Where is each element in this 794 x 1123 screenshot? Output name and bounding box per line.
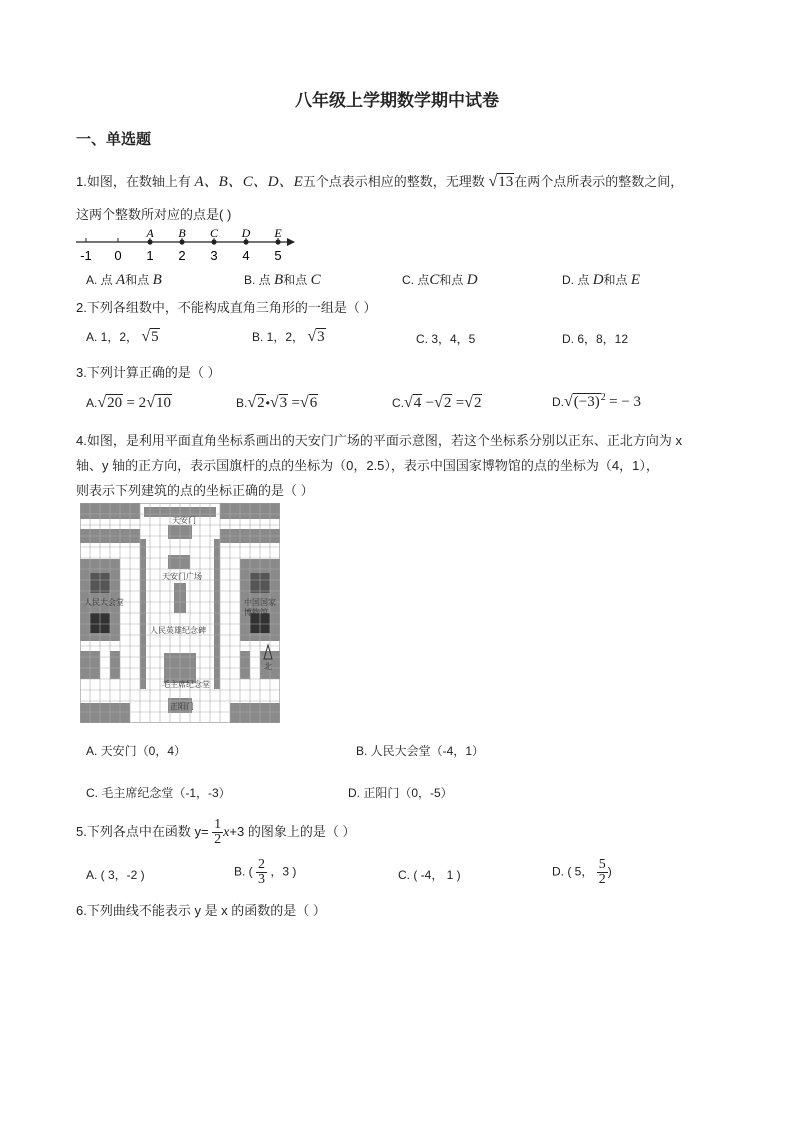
number-line-tick-label: 3 <box>210 248 218 263</box>
number-line-point-label: C <box>209 226 219 240</box>
label-square: 天安门广场 <box>162 572 202 581</box>
question-5-stem: 5.下列各点中在函数 y= $\frac{1}{2}$ x+3 的图象上的是（ ） <box>76 817 356 847</box>
q1-option-c[interactable]: C. 点C和点 D <box>402 272 478 288</box>
q3-option-b[interactable]: B.√2•√3 =√6 <box>236 394 318 411</box>
number-line-point-label: E <box>274 226 282 240</box>
question-2-stem: 2.下列各组数中，不能构成直角三角形的一组是（ ） <box>76 300 377 315</box>
points-label: A、B、C、D、E <box>194 174 303 190</box>
q4-option-b[interactable]: B. 人民大会堂（-4，1） <box>356 744 485 758</box>
label-museum-1: 中国国家 <box>244 598 276 607</box>
q1-option-b[interactable]: B. 点 B和点 C <box>244 272 321 288</box>
number-line-tick-label: 4 <box>242 248 250 263</box>
q5-option-a[interactable]: A. ( 3，-2 ) <box>86 868 145 882</box>
q1-option-a[interactable]: A. 点 A和点 B <box>86 272 162 288</box>
tiananmen-map-figure <box>80 503 280 723</box>
question-1-line2: 这两个整数所对应的点是( ) <box>76 207 232 222</box>
number-line-tick-label: 5 <box>274 248 282 263</box>
q5-option-b[interactable]: B. ( $\frac{2}{3}$ ，3 ) <box>234 857 297 887</box>
q3-option-a[interactable]: A.√20 = 2√10 <box>86 394 171 411</box>
q2-option-d[interactable]: D. 6，8，12 <box>562 332 629 346</box>
q4-option-c[interactable]: C. 毛主席纪念堂（-1，-3） <box>86 786 231 800</box>
number-line-point <box>211 239 216 244</box>
number-line-point-label: A <box>146 226 154 240</box>
question-6-stem: 6.下列曲线不能表示 y 是 x 的函数的是（ ） <box>76 903 326 918</box>
q3-option-d[interactable]: $D.√(-3)^2$ = − 3 <box>552 392 641 410</box>
label-mausoleum: 毛主席纪念堂 <box>162 680 210 689</box>
number-line-point <box>147 239 152 244</box>
number-line-figure <box>74 226 304 266</box>
sqrt-13: √13 <box>488 173 514 190</box>
q4-option-d[interactable]: D. 正阳门（0，-5） <box>348 786 453 800</box>
number-line-point <box>275 239 280 244</box>
fraction-one-half: $\frac{1}{2}$ <box>214 817 222 847</box>
question-4-line3: 则表示下列建筑的点的坐标正确的是（ ） <box>76 483 314 498</box>
label-zhengyangmen: 正阳门 <box>170 702 194 711</box>
question-4-line1: 4.如图，是利用平面直角坐标系画出的天安门广场的平面示意图，若这个坐标系分别以正东、正北方向为 x <box>76 433 682 448</box>
page-title: 八年级上学期数学期中试卷 <box>295 91 499 110</box>
number-line-arrow <box>287 238 295 246</box>
question-1-line1: 1.如图，在数轴上有 A、B、C、D、E五个点表示相应的整数，无理数 √13在两个点所表示的整数之间， <box>76 173 684 190</box>
label-monument: 人民英雄纪念碑 <box>150 626 206 635</box>
number-line-tick-label: 1 <box>146 248 154 263</box>
question-3-stem: 3.下列计算正确的是（ ） <box>76 365 221 380</box>
q3-option-c[interactable]: C.√4 −√2 =√2 <box>392 394 482 411</box>
q1-option-d[interactable]: D. 点 D和点 E <box>562 272 641 288</box>
label-museum-2: 博物馆 <box>244 608 268 617</box>
q2-option-c[interactable]: C. 3，4，5 <box>416 332 476 346</box>
number-line-tick-label: -1 <box>80 248 92 263</box>
label-great-hall: 人民大会堂 <box>84 598 124 607</box>
number-line-tick-label: 2 <box>178 248 186 263</box>
number-line-point-label: D <box>241 226 251 240</box>
section-heading: 一、单选题 <box>76 131 152 148</box>
question-4-line2: 轴、y 轴的正方向，表示国旗杆的点的坐标为（0，2.5），表示中国国家博物馆的点的坐标为（4，1）， <box>76 458 659 473</box>
q2-option-a[interactable]: A. 1，2， √5 <box>86 328 159 345</box>
q5-option-d[interactable]: D. ( 5， $\frac{5}{2}$ ) <box>552 857 612 887</box>
label-north: 北 <box>264 662 272 671</box>
number-line-point <box>243 239 248 244</box>
number-line-point <box>179 239 184 244</box>
number-line-tick-label: 0 <box>114 248 122 263</box>
number-line-point-label: B <box>178 226 186 240</box>
label-tiananmen: 天安门 <box>172 516 196 525</box>
q5-option-c[interactable]: C. ( -4， 1 ) <box>398 868 461 882</box>
q4-option-a[interactable]: A. 天安门（0，4） <box>86 744 187 758</box>
q2-option-b[interactable]: B. 1，2， √3 <box>252 328 325 345</box>
